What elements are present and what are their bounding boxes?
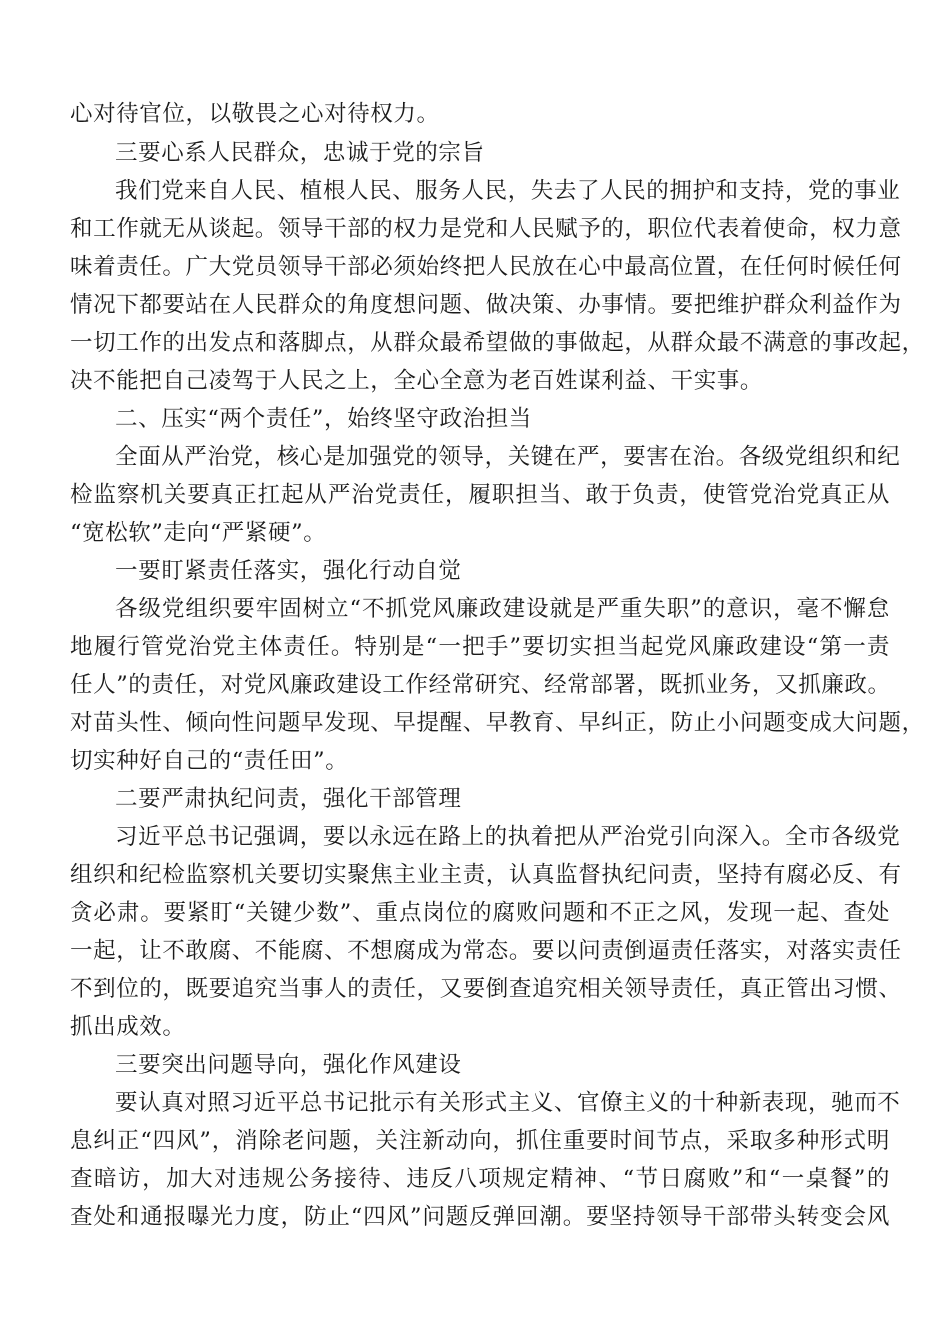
section-heading: 二、压实“两个责任”，始终坚守政治担当	[115, 406, 532, 432]
paragraph-line: 组织和纪检监察机关要切实聚焦主业主责，认真监督执纪问责，坚持有腐必反、有	[70, 862, 902, 888]
paragraph-line: 对苗头性、倾向性问题早发现、早提醒、早教育、早纠正，防止小问题变成大问题，	[70, 710, 925, 736]
paragraph-line: 任人”的责任，对党风廉政建设工作经常研究、经常部署，既抓业务，又抓廉政。	[70, 672, 891, 698]
section-heading: 一要盯紧责任落实，强化行动自觉	[115, 558, 462, 584]
paragraph-line: 情况下都要站在人民群众的角度想问题、做决策、办事情。要把维护群众利益作为	[70, 292, 902, 318]
paragraph-line: 查处和通报曝光力度，防止“四风”问题反弹回潮。要坚持领导干部带头转变会风	[70, 1204, 890, 1230]
paragraph-line: 不到位的，既要追究当事人的责任，又要倒查追究相关领导责任，真正管出习惯、	[70, 976, 902, 1002]
paragraph-line: 和工作就无从谈起。领导干部的权力是党和人民赋予的，职位代表着使命，权力意	[70, 216, 902, 242]
section-heading: 三要心系人民群众，忠诚于党的宗旨	[115, 140, 485, 166]
paragraph-line: 心对待官位，以敬畏之心对待权力。	[70, 101, 440, 127]
paragraph-line: 息纠正“四风”，消除老问题，关注新动向，抓住重要时间节点，采取多种形式明	[70, 1128, 890, 1154]
paragraph-line: 全面从严治党，核心是加强党的领导，关键在严，要害在治。各级党组织和纪	[115, 444, 901, 470]
paragraph-line: 要认真对照习近平总书记批示有关形式主义、官僚主义的十种新表现，驰而不	[115, 1090, 901, 1116]
paragraph-line: 习近平总书记强调，要以永远在路上的执着把从严治党引向深入。全市各级党	[115, 824, 901, 850]
paragraph-line: “宽松软”走向“严紧硬”。	[70, 520, 327, 546]
paragraph-line: 味着责任。广大党员领导干部必须始终把人民放在心中最高位置，在任何时候任何	[70, 254, 902, 280]
section-heading: 二要严肃执纪问责，强化干部管理	[115, 786, 462, 812]
paragraph-line: 查暗访，加大对违规公务接待、违反八项规定精神、“节日腐败”和“一桌餐”的	[70, 1166, 890, 1192]
paragraph-line: 我们党来自人民、植根人民、服务人民，失去了人民的拥护和支持，党的事业	[115, 178, 901, 204]
paragraph-line: 抓出成效。	[70, 1014, 186, 1040]
paragraph-line: 决不能把自己凌驾于人民之上，全心全意为老百姓谋利益、干实事。	[70, 368, 764, 394]
paragraph-line: 切实种好自己的“责任田”。	[70, 748, 349, 774]
paragraph-line: 检监察机关要真正扛起从严治党责任，履职担当、敢于负责，使管党治党真正从	[70, 482, 890, 508]
paragraph-line: 各级党组织要牢固树立“不抓党风廉政建设就是严重失职”的意识，毫不懈怠	[115, 596, 890, 622]
paragraph-line: 一切工作的出发点和落脚点，从群众最希望做的事做起，从群众最不满意的事改起，	[70, 330, 925, 356]
paragraph-line: 贪必肃。要紧盯“关键少数”、重点岗位的腐败问题和不正之风，发现一起、查处	[70, 900, 890, 926]
paragraph-line: 地履行管党治党主体责任。特别是“一把手”要切实担当起党风廉政建设“第一责	[70, 634, 890, 660]
section-heading: 三要突出问题导向，强化作风建设	[115, 1052, 462, 1078]
paragraph-line: 一起，让不敢腐、不能腐、不想腐成为常态。要以问责倒逼责任落实，对落实责任	[70, 938, 902, 964]
